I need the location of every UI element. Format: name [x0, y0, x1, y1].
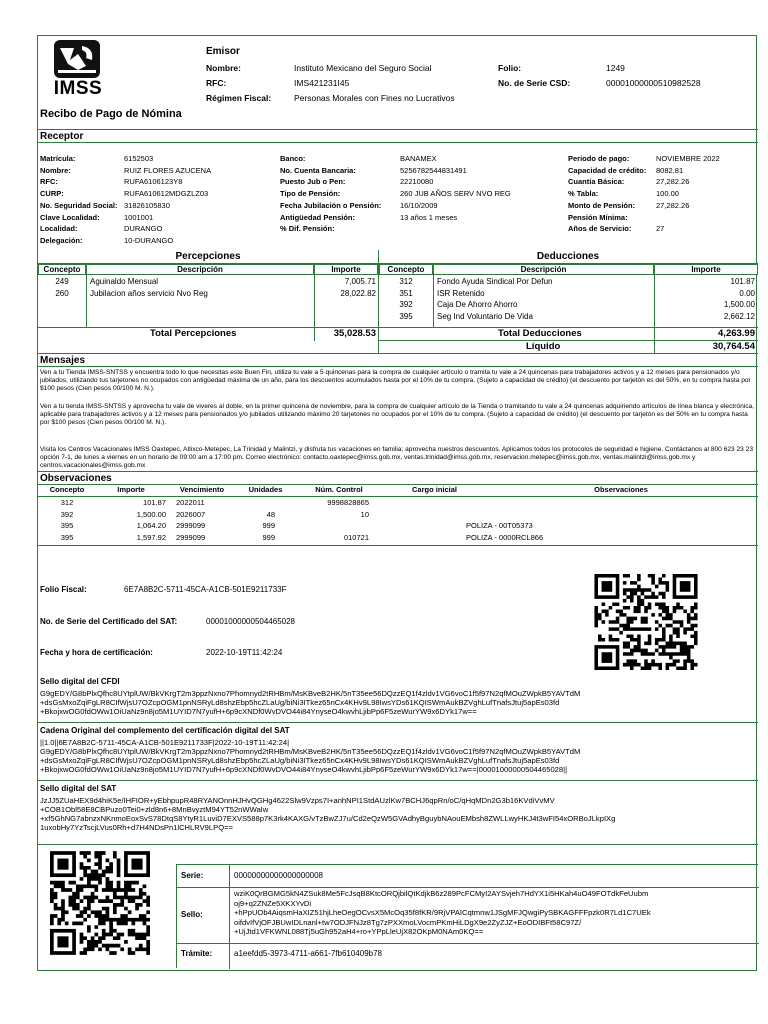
emisor-regimen: Personas Morales con Fines no Lucrativos	[294, 93, 455, 103]
receptor-label: Monto de Pensión:	[568, 200, 636, 210]
ded-importe: 2,662.12	[723, 311, 755, 321]
receptor-value: 13 años 1 meses	[400, 212, 458, 222]
footer-qr-code	[50, 851, 150, 955]
ded-header-importe: Importe	[654, 264, 758, 275]
receptor-value: BANAMEX	[400, 154, 437, 163]
serie-cert-value: 00001000000504465028	[206, 617, 295, 626]
sello-cfdi-label: Sello digital del CFDI	[40, 677, 120, 686]
folio-label: Folio:	[498, 63, 522, 73]
receptor-value: 27,282.26	[656, 177, 690, 187]
receptor-value: 1001001	[124, 212, 154, 222]
obs-cell-obs: POLIZA - 0000RCL866	[466, 532, 544, 542]
sello-cfdi-value: G9gEDY/G8bPlxQfhc8UYtplUW/BkVKrgT2m3ppzNxno7Phomnyd2tRHBm/MsKBveB2HK/5nT35ee56DQzzEQ1f4zldv1VG6voC1f5f97N2qfMOuZWpkB5YAVTdM +dsGsMxoZqiFgLR8CIfWjsU7OZcpOGM1pnNSRyLd8shzEbp5hcZLaUg/biNi3ITkez65nCx4KHv9L98IwsYDs61KQISWmAukBZVghLufTnafsJtuj5apEs03fd +BkojxwOG0fdOWw1OiUaNz9n8jo5M1UYID7N7yufH+6p9cXNDf0WvDVO44i84YnyseO4kwvhLjibPp6F5zeWurYW9x6DYk17w==	[40, 689, 581, 716]
obs-cell-concepto: 395	[60, 521, 74, 530]
receptor-label: Capacidad de crédito:	[568, 165, 647, 175]
emisor-title: Emisor	[206, 46, 240, 57]
observaciones-section-title: Observaciones	[38, 471, 758, 485]
obs-cell-concepto: 312	[60, 498, 74, 507]
receptor-label: Pensión Mínima:	[568, 212, 628, 222]
emisor-rfc: IMS421231I45	[294, 78, 350, 88]
total-percepciones-value: 35,028.53	[333, 328, 376, 339]
liquido-label: Líquido	[526, 341, 561, 352]
ded-header-descripcion: Descripción	[433, 264, 654, 275]
receptor-value: RUFA610612MDGZLZ03	[124, 189, 209, 199]
footer-sello-label: Sello:	[181, 910, 203, 919]
footer-serie-label: Serie:	[181, 871, 204, 880]
perc-header-importe: Importe	[314, 264, 378, 275]
ded-descripcion: Seg Ind Voluntario De Vida	[437, 311, 533, 321]
ded-concepto: 395	[399, 311, 413, 321]
obs-cell-importe: 1,597.92	[136, 532, 166, 542]
receptor-label: Antigüedad Pensión:	[280, 212, 355, 222]
fecha-cert-label: Fecha y hora de certificación:	[40, 648, 153, 657]
logo-text: IMSS	[53, 78, 103, 99]
receptor-value: DURANGO	[124, 224, 163, 234]
ded-descripcion: Fondo Ayuda Sindical Por Defun	[437, 277, 553, 286]
receptor-label: Delegación:	[40, 235, 83, 245]
obs-cell-importe: 1,064.20	[136, 521, 166, 530]
obs-cell-concepto: 395	[60, 532, 74, 542]
folio-fiscal-value: 6E7A8B2C-5711-45CA-A1CB-501E9211733F	[124, 585, 287, 594]
footer-table	[176, 864, 758, 968]
receptor-value: NOVIEMBRE 2022	[656, 154, 720, 163]
obs-header: Vencimiento	[179, 485, 225, 494]
obs-cell-vencimiento: 2999099	[176, 521, 206, 530]
page-title: Recibo de Pago de Nómina	[40, 108, 182, 120]
obs-cell-control: 9998828865	[327, 498, 369, 507]
receptor-label: Tipo de Pensión:	[280, 189, 341, 199]
receptor-value: 8082.81	[656, 165, 684, 175]
receptor-label: RFC:	[40, 177, 58, 187]
receptor-label: Matrícula:	[40, 154, 76, 163]
sat-qr-code	[594, 574, 698, 670]
perc-header-descripcion: Descripción	[86, 264, 314, 275]
sello-sat-label: Sello digital del SAT	[40, 784, 117, 793]
receptor-value: 27,282.26	[656, 200, 690, 210]
percepciones-title: Percepciones	[175, 251, 241, 262]
payroll-receipt	[37, 35, 757, 971]
obs-cell-vencimiento: 2999099	[176, 532, 206, 542]
obs-cell-importe: 101.87	[143, 498, 166, 507]
receptor-label: No. Cuenta Bancaria:	[280, 165, 356, 175]
receptor-value: 100.00	[656, 189, 679, 199]
emisor-nombre: Instituto Mexicano del Seguro Social	[294, 63, 432, 73]
receptor-label: CURP:	[40, 189, 64, 199]
footer-tramite-label: Trámite:	[181, 949, 213, 958]
obs-cell-control: 010721	[343, 532, 369, 542]
receptor-label: No. Seguridad Social:	[40, 200, 118, 210]
perc-descripcion: Jubilacion años servicio Nvo Reg	[90, 288, 208, 298]
mensajes-section-title: Mensajes	[38, 353, 758, 367]
obs-cell-control: 10	[360, 509, 369, 519]
receptor-label: Periodo de pago:	[568, 154, 630, 163]
qr-code-icon	[50, 851, 150, 955]
receptor-value: 31826105830	[124, 200, 170, 210]
mensaje-3: Visita los Centros Vacacionales IMSS Oaxtepec, Atlixco-Metepec, La Trinidad y Malintzi, y disfruta tus vacaciones en familia; aprovecha nuestros descuentos. Aplicamos todos los protocolos de seguridad e higiene. Contáctanos al 800 623 23 23 opción 7-1, de lunes a viernes en un horario de 09:00 am a 17:00 pm. Correo electrónico: contacto.oaxtepec@imss.gob.mx, ventas.trinidad@imss.gob.mx, reservacion.metepec@imss.gob.mx, ventas.malintzi@imss.gob.mx y centros.vacacionales@imss.gob.mx	[40, 446, 754, 469]
obs-cell-vencimiento: 2022011	[176, 498, 205, 507]
serie-csd-value: 00001000000510982528	[606, 78, 701, 88]
receptor-value: 27	[656, 224, 665, 234]
obs-cell-unidades: 48	[266, 509, 275, 519]
receptor-label: Localidad:	[40, 224, 78, 234]
mensaje-2: Ven a tu tienda IMSS-SNTSS y aprovecha tu vale de viveres al doble, en la primer quincena de noviembre, para la compra de cualquier artículo de la Tienda o tramitando tu vale a 24 quincenas adquiriendo artículos de línea blanca y electrónica, aplicable para trabajadores activos y a 12 meses para pensionados y/o jubilados utilizando máximo 20 tarjetones no ocupados por el 10% de tu compra. (Sujeto a capacidad de crédito) (el descuento por tarjetón es del 50% en tu compra hasta por $100 pesos (Cien pesos 00/100 M. N.).	[40, 403, 755, 426]
receptor-label: Puesto Jub o Pen:	[280, 177, 346, 187]
receptor-section-title: Receptor	[38, 129, 758, 143]
obs-cell-unidades: 999	[262, 521, 275, 530]
receptor-value: 6152503	[124, 154, 154, 163]
ded-importe: 101.87	[730, 277, 755, 286]
perc-importe: 7,005.71	[344, 277, 376, 286]
obs-header: Observaciones	[594, 485, 648, 494]
fecha-cert-value: 2022-10-19T11:42:24	[206, 648, 283, 657]
emisor-rfc-label: RFC:	[206, 78, 227, 88]
receptor-label: Banco:	[280, 154, 306, 163]
perc-descripcion: Aguinaldo Mensual	[90, 277, 159, 286]
ded-concepto: 351	[399, 288, 413, 298]
footer-serie-value: 00000000000000000008	[234, 871, 323, 880]
ded-importe: 1,500.00	[723, 300, 755, 309]
total-deducciones-label: Total Deducciones	[498, 328, 582, 339]
obs-header: Cargo inicial	[411, 485, 457, 494]
serie-cert-label: No. de Serie del Certificado del SAT:	[40, 617, 178, 626]
receptor-label: % Dif. Pensión:	[280, 224, 335, 234]
receptor-label: Nombre:	[40, 165, 71, 175]
liquido-value: 30,764.54	[712, 341, 755, 352]
receptor-label: Años de Servicio:	[568, 224, 632, 234]
deducciones-title: Deducciones	[536, 251, 600, 262]
obs-cell-unidades: 999	[262, 532, 275, 542]
obs-header: Concepto	[49, 485, 85, 494]
obs-cell-obs: POLIZA - 00T05373	[466, 521, 533, 530]
obs-cell-concepto: 392	[60, 509, 74, 519]
receptor-label: % Tabla:	[568, 189, 599, 199]
obs-header: Núm. Control	[315, 485, 363, 494]
perc-importe: 28,022.82	[340, 288, 376, 298]
sello-sat-value: JzJJ5ZUaHEX9d4hiK5e/IHFIOR+yEbhpupR48RYANOnnHJHvQGHg4622Slw9Vzps7I+anhNPI1StdAUzlKw7BCHJ6qpRn/oC/qHqMDn2G3b16KVdiVvMV +COB1Obl58E8CBPuzo0Tei0+zld8n6+8MnBvyztM94YT52nWWaIw +xf5GhNG7abnzxNKnmoEoxSvS78DtqS8YtyR1LuviD7EXVS588p7K3rk4KAXG/vTzBwZJ7u/Cd2eQzW5GVAdhyBguybNAouEMbsh8ZWLLwyHKJ4t3wFI54xORBoJLkpIXg 1uxobHy7YzTscjLVus0Rh+d7H4NDsPn1lCHLRV9LPQ==	[40, 796, 616, 832]
perc-header-concepto: Concepto	[38, 264, 86, 275]
obs-cell-vencimiento: 2026007	[176, 509, 206, 519]
perc-concepto: 249	[55, 277, 69, 286]
ded-concepto: 392	[399, 300, 413, 309]
serie-csd-label: No. de Serie CSD:	[498, 78, 571, 88]
receptor-value: RUFA6106123Y8	[124, 177, 183, 187]
emisor-nombre-label: Nombre:	[206, 63, 241, 73]
receptor-label: Fecha Jubilación o Pensión:	[280, 200, 382, 210]
ded-header-concepto: Concepto	[379, 264, 433, 275]
footer-tramite-value: a1eefdd5-3973-4711-a661-7fb610409b78	[234, 949, 382, 958]
receptor-label: Clave Localidad:	[40, 212, 100, 222]
footer-sello-value: wziK0QrBGMG5kN4ZSuk8Me5FcJsqB8KtcORQjbilQtKdjkB6z289PcFCMyI2AYSvjeh7HdYX1i5HKah4uO49FOTdkFeUubm oj9+q2ZNZe5XKXYvDi +hPpUOb4AiqsmHaXIZ51hjLheOegOCvsX5McOq35f8fKR/9RjVPAICqtmnw1JSgMFJQwgiPySBKAGFFFpzk0R7Ld1C7UEk oifdvIfVjOFJBUwIDLnanl+tw7ODJFNJz8Tg7zPXXmoLVocmPKmHiLDgX9e2ZyZJZ+EoODIBFt58C97Z/ +UjJtd1VFKWNL088Tj5uGh952aH4+ro+YPpLleUjX82OKpM0NAm0KQ==	[234, 889, 651, 936]
receptor-value: 16/10/2009	[400, 200, 438, 210]
total-deducciones-value: 4,263.99	[718, 328, 755, 339]
qr-code-icon	[594, 574, 698, 670]
ded-descripcion: Caja De Ahorro Ahorro	[437, 300, 518, 309]
cadena-original-label: Cadena Original del complemento del certificación digital del SAT	[40, 726, 290, 735]
receptor-value: 10-DURANGO	[124, 235, 174, 245]
obs-cell-importe: 1,500.00	[136, 509, 166, 519]
cadena-original-value: ||1.0||6E7A8B2C-5711-45CA-A1CB-501E9211733F|2022-10-19T11:42:24| G9gEDY/G8bPlxQfhc8UYtplUW/BkVKrgT2m3ppzNxno7Phomnyd2tRHBm/MsKBveB2HK/5nT35ee56DQzzEQ1f4zldv1VG6voC1f5f97N2qfMOuZWpkB5YAVTdM +dsGsMxoZqiFgLR8CIfWjsU7OZcpOGM1pnNSRyLd8shzEbp5hcZLaUg/biNi3ITkez65nCx4KHv9L98IwsYDs61KQISWmAukBZVghLufTnafsJtuj5apEs03fd +BkojxwOG0fdOWw1OiUaNz9n8jo5M1UYID7N7yufH+6p9cXNDf0WvDVO44i84YnyseO4kwvhLjibPp6F5zeWurYW9x6DYk17w==|00001000000504465028||	[40, 738, 581, 774]
emisor-regimen-label: Régimen Fiscal:	[206, 93, 272, 103]
receptor-value: 5256782544831491	[400, 165, 467, 175]
folio-value: 1249	[606, 63, 625, 73]
total-percepciones-label: Total Percepciones	[150, 328, 237, 339]
ded-importe: 0.00	[739, 288, 755, 298]
ded-concepto: 312	[399, 277, 413, 286]
receptor-value: 260 JUB AÑOS SERV NVO REG	[400, 189, 511, 199]
mensaje-1: Ven a tu Tienda IMSS-SNTSS y encuentra todo lo que necesitas este Buen Fin, utiliza tu vale a 5 quincenas para la compra de cualquier artículo o tramita tu vale a 24 quincenas para trabajadores activos y a 12 meses para pensionados y/o jubilados, utilizando tus tarjetones no ocupados con antigüedad máxima de un año, para los descuentos acumulados hasta por el 10% de tu compra. (Sujeto a capacidad de crédito) (el descuento por tarjetón es del 50%, en tu compra hasta por $100 pesos (Cien pesos 00/100 M. N.).	[40, 369, 751, 392]
receptor-label: Cuantía Básica:	[568, 177, 625, 187]
ded-descripcion: ISR Retenido	[437, 288, 485, 298]
receptor-value: RUIZ FLORES AZUCENA	[124, 165, 212, 175]
folio-fiscal-label: Folio Fiscal:	[40, 585, 87, 594]
obs-header: Unidades	[248, 485, 283, 494]
obs-header: Importe	[117, 485, 145, 494]
receptor-value: 22210080	[400, 177, 434, 187]
perc-concepto: 260	[55, 288, 69, 298]
